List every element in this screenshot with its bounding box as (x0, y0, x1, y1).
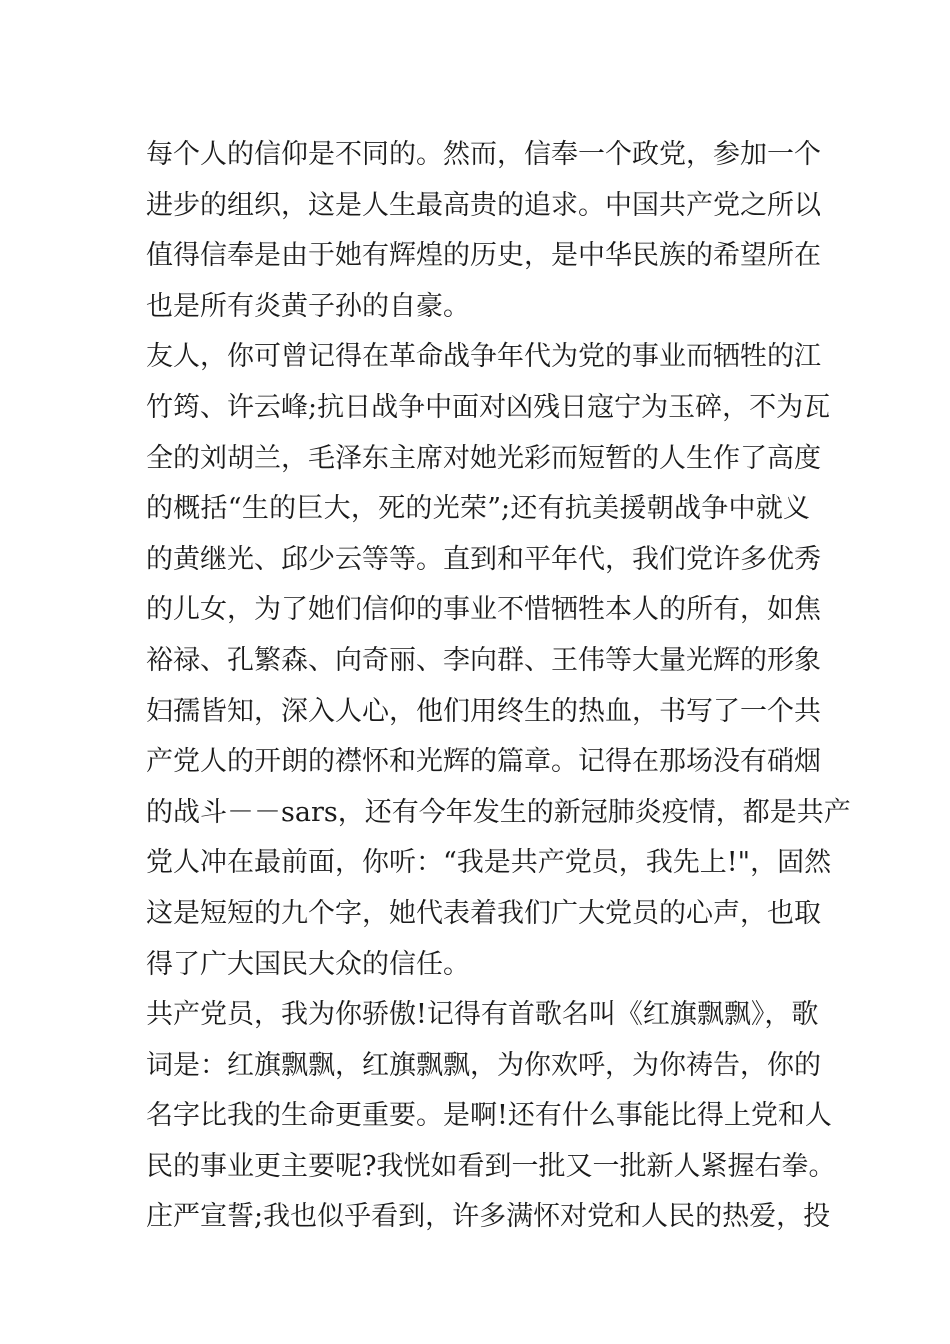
text-line: 民的事业更主要呢?我恍如看到一批又一批新人紧握右拳。 (146, 1150, 836, 1182)
text-line: 的儿女，为了她们信仰的事业不惜牺牲本人的所有，如焦 (146, 594, 821, 626)
text-line: 共产党员，我为你骄傲!记得有首歌名叫《红旗飘飘》，歌 (146, 999, 819, 1031)
text-line: 庄严宣誓;我也似乎看到，许多满怀对党和人民的热爱，投 (146, 1201, 831, 1233)
text-line: 的黄继光、邱少云等等。直到和平年代，我们党许多优秀 (146, 543, 821, 575)
text-line: 妇孺皆知，深入人心，他们用终生的热血，书写了一个共 (146, 695, 821, 727)
paragraph-1 (146, 130, 821, 332)
document-body (146, 130, 851, 1243)
text-line: 党人冲在最前面，你听：“我是共产党员，我先上!"，固然 (146, 847, 832, 879)
text-line: 全的刘胡兰，毛泽东主席对她光彩而短暂的人生作了高度 (146, 442, 821, 474)
text-line: 得了广大国民大众的信任。 (146, 948, 470, 980)
text-line: 值得信奉是由于她有辉煌的历史，是中华民族的希望所在 (146, 240, 821, 272)
text-line: 这是短短的九个字，她代表着我们广大党员的心声，也取 (146, 897, 821, 929)
text-line: 名字比我的生命更重要。是啊!还有什么事能比得上党和人 (146, 1100, 832, 1132)
text-line: 的战斗－－sars，还有今年发生的新冠肺炎疫情，都是共产 (146, 796, 851, 828)
text-line: 进步的组织，这是人生最高贵的追求。中国共产党之所以 (146, 189, 821, 221)
text-line: 每个人的信仰是不同的。然而，信奉一个政党，参加一个 (146, 139, 821, 170)
text-line: 友人，你可曾记得在革命战争年代为党的事业而牺牲的江 (146, 341, 821, 373)
paragraph-3 (146, 990, 836, 1243)
paragraph-2 (146, 332, 851, 990)
text-line: 的概括“生的巨大，死的光荣”;还有抗美援朝战争中就义 (146, 493, 810, 525)
text-line: 裕禄、孔繁森、向奇丽、李向群、王伟等大量光辉的形象 (146, 644, 821, 676)
text-line: 竹筠、许云峰;抗日战争中面对凶残日寇宁为玉碎，不为瓦 (146, 391, 831, 423)
text-line: 词是：红旗飘飘，红旗飘飘，为你欢呼，为你祷告，你的 (146, 1049, 821, 1081)
text-line: 也是所有炎黄子孙的自豪。 (146, 290, 470, 322)
text-line: 产党人的开朗的襟怀和光辉的篇章。记得在那场没有硝烟 (146, 746, 821, 778)
